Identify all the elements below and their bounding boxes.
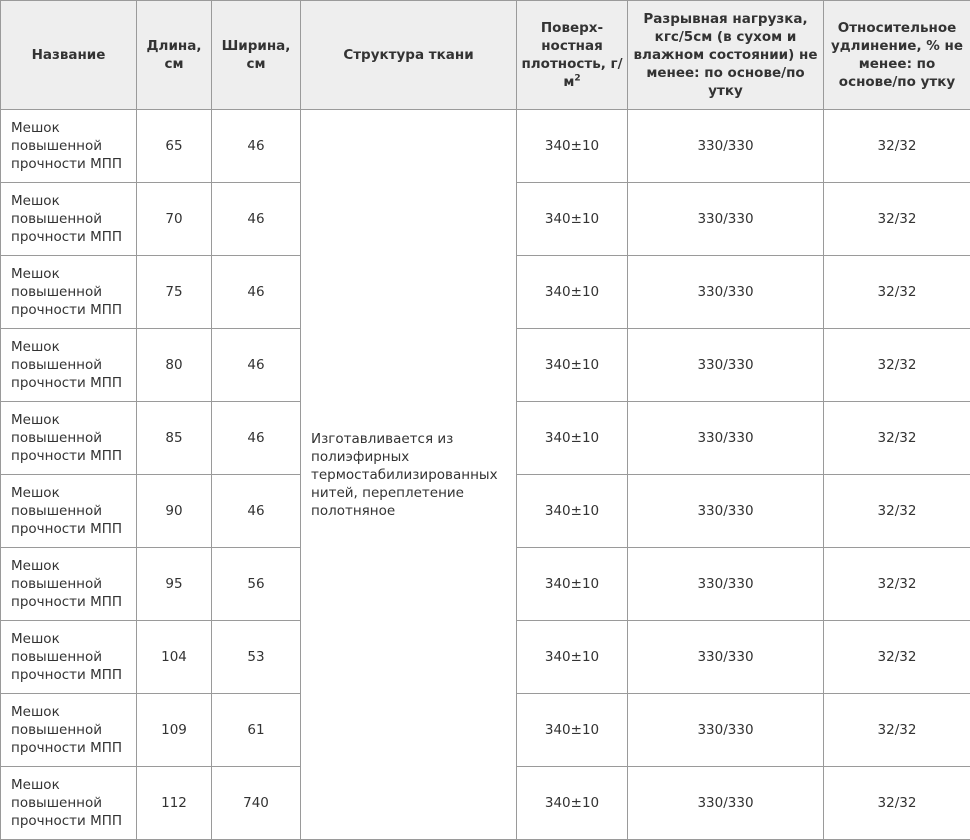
- cell-density: 340±10: [517, 475, 628, 548]
- cell-density: 340±10: [517, 694, 628, 767]
- cell-length: 112: [137, 767, 212, 840]
- cell-name: Мешок повышенной прочности МПП: [1, 256, 137, 329]
- cell-name: Мешок повышенной прочности МПП: [1, 183, 137, 256]
- cell-density: 340±10: [517, 548, 628, 621]
- cell-density: 340±10: [517, 256, 628, 329]
- header-width: Ширина, см: [212, 1, 301, 110]
- cell-elongation: 32/32: [824, 621, 970, 694]
- cell-load: 330/330: [628, 694, 824, 767]
- cell-length: 70: [137, 183, 212, 256]
- header-row: [1, 1, 970, 110]
- cell-length: 80: [137, 329, 212, 402]
- cell-name: Мешок повышенной прочности МПП: [1, 548, 137, 621]
- cell-load: 330/330: [628, 767, 824, 840]
- cell-length: 85: [137, 402, 212, 475]
- cell-density: 340±10: [517, 402, 628, 475]
- cell-elongation: 32/32: [824, 110, 970, 183]
- cell-load: 330/330: [628, 548, 824, 621]
- cell-density: 340±10: [517, 329, 628, 402]
- cell-length: 75: [137, 256, 212, 329]
- cell-elongation: 32/32: [824, 694, 970, 767]
- header-elongation: Относительное удлинение, % не менее: по основе/по утку: [824, 1, 970, 110]
- cell-elongation: 32/32: [824, 183, 970, 256]
- cell-elongation: 32/32: [824, 548, 970, 621]
- table-header: [1, 1, 970, 110]
- cell-elongation: 32/32: [824, 329, 970, 402]
- cell-elongation: 32/32: [824, 256, 970, 329]
- cell-width: 61: [212, 694, 301, 767]
- header-length: Длина, см: [137, 1, 212, 110]
- cell-elongation: 32/32: [824, 475, 970, 548]
- cell-length: 90: [137, 475, 212, 548]
- cell-density: 340±10: [517, 110, 628, 183]
- cell-name: Мешок повышенной прочности МПП: [1, 694, 137, 767]
- cell-name: Мешок повышенной прочности МПП: [1, 402, 137, 475]
- header-load: Разрывная нагрузка, кгс/5см (в сухом и влажном состоянии) не менее: по основе/по утку: [628, 1, 824, 110]
- cell-width: 46: [212, 402, 301, 475]
- header-density-sup: 2: [574, 73, 581, 84]
- cell-load: 330/330: [628, 256, 824, 329]
- header-density-text: Поверх-ностная плотность, г/м: [521, 20, 623, 90]
- header-density: [517, 1, 628, 110]
- cell-load: 330/330: [628, 329, 824, 402]
- header-name: Название: [1, 1, 137, 110]
- cell-load: 330/330: [628, 402, 824, 475]
- cell-load: 330/330: [628, 621, 824, 694]
- cell-elongation: 32/32: [824, 767, 970, 840]
- cell-width: 46: [212, 110, 301, 183]
- cell-density: 340±10: [517, 183, 628, 256]
- cell-name: Мешок повышенной прочности МПП: [1, 475, 137, 548]
- cell-width: 46: [212, 256, 301, 329]
- cell-density: 340±10: [517, 767, 628, 840]
- cell-length: 104: [137, 621, 212, 694]
- cell-load: 330/330: [628, 110, 824, 183]
- cell-elongation: 32/32: [824, 402, 970, 475]
- cell-width: 46: [212, 329, 301, 402]
- cell-load: 330/330: [628, 475, 824, 548]
- cell-name: Мешок повышенной прочности МПП: [1, 767, 137, 840]
- cell-density: 340±10: [517, 621, 628, 694]
- table-body: [1, 110, 970, 840]
- cell-length: 65: [137, 110, 212, 183]
- cell-width: 46: [212, 183, 301, 256]
- cell-name: Мешок повышенной прочности МПП: [1, 110, 137, 183]
- cell-length: 95: [137, 548, 212, 621]
- cell-load: 330/330: [628, 183, 824, 256]
- cell-name: Мешок повышенной прочности МПП: [1, 329, 137, 402]
- cell-width: 53: [212, 621, 301, 694]
- cell-name: Мешок повышенной прочности МПП: [1, 621, 137, 694]
- cell-width: 740: [212, 767, 301, 840]
- cell-length: 109: [137, 694, 212, 767]
- cell-structure: Изготавливается из полиэфирных термостабилизированных нитей, переплетение полотняное: [301, 110, 517, 840]
- cell-width: 46: [212, 475, 301, 548]
- header-structure: Структура ткани: [301, 1, 517, 110]
- cell-width: 56: [212, 548, 301, 621]
- table-row: [1, 110, 970, 183]
